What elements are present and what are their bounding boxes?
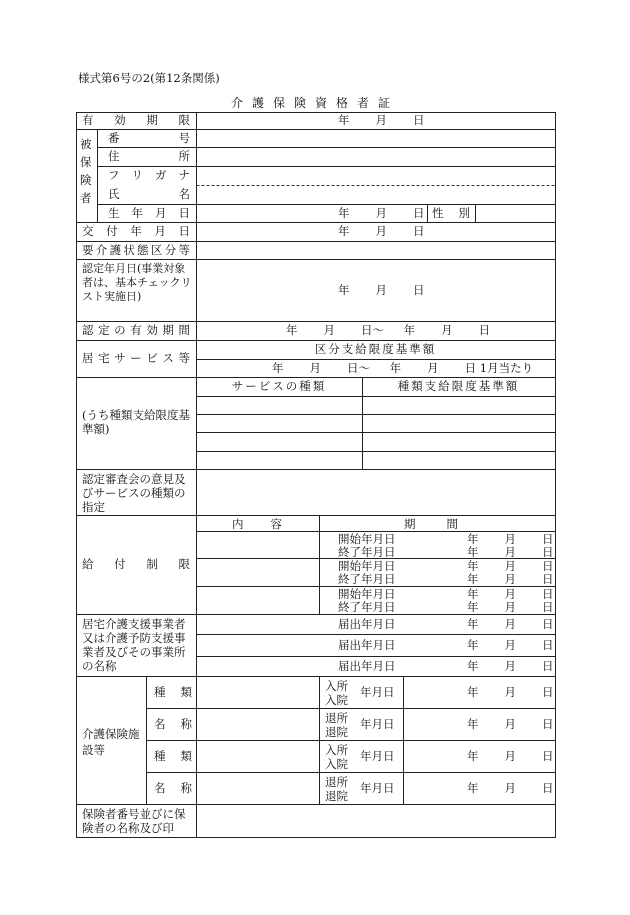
label-seibetsu: 性 別	[432, 206, 470, 220]
kyufu-period-1: 開始年月日 終了年月日	[338, 532, 396, 559]
label-shisetsu: 介護保険施設等	[82, 727, 140, 757]
date-nintei: 年 月 日	[338, 283, 425, 297]
header-service-shurui: サービスの種類	[231, 379, 327, 393]
date-todokede-1: 年 月 日	[467, 617, 554, 631]
todokede-1: 届出年月日	[338, 617, 396, 631]
label-nintei: 認定年月日(事業対象者は、基本チェックリスト実施日)	[82, 262, 192, 303]
label-shisetsu-meishou-2: 名 称	[154, 781, 192, 795]
label-jigyosha: 居宅介護支援事業者又は介護予防支援事業者及びその事業所の名称	[82, 617, 186, 673]
label-uchi: (うち種類支給限度基準額)	[82, 408, 190, 436]
label-kubun-gendo: 区分支給限度基準額	[314, 342, 437, 356]
label-shimei: 氏 名	[108, 187, 190, 201]
label-shisetsu-nengappi-4: 年月日	[360, 781, 395, 795]
date-todokede-2: 年 月 日	[467, 638, 554, 652]
label-nintei-kikan: 認 定 の 有 効 期 間	[82, 323, 190, 337]
label-koufu: 交 付 年 月 日	[82, 224, 190, 238]
label-kyotaku: 居 宅 サ ー ビ ス 等	[82, 351, 190, 365]
label-shisetsu-shurui-1: 種 類	[154, 685, 192, 699]
date-shisetsu-4: 年 月 日	[467, 781, 554, 795]
label-shisetsu-shurui-2: 種 類	[154, 749, 192, 763]
label-hihokensha: 被保険者	[80, 137, 92, 205]
date-shisetsu-3: 年 月 日	[467, 749, 554, 763]
date-todokede-3: 年 月 日	[467, 659, 554, 673]
label-nyusho-nyuin-2: 入所 入院	[325, 743, 348, 771]
label-youkaigo: 要 介 護 状 態 区 分 等	[82, 243, 190, 257]
label-shisetsu-meishou-1: 名 称	[154, 717, 192, 731]
form-title: 介護保険資格者証	[230, 96, 399, 110]
date-nintei-kikan: 年 月 日～ 年 月 日	[286, 323, 491, 337]
date-shisetsu-2: 年 月 日	[467, 717, 554, 731]
label-yukou-kigen: 有 効 期 限	[82, 113, 190, 127]
todokede-2: 届出年月日	[338, 638, 396, 652]
label-taisho-tain-1: 退所 退院	[325, 711, 348, 739]
date-koufu: 年 月 日	[338, 224, 425, 238]
form-reference: 様式第6号の2(第12条関係)	[78, 71, 220, 85]
date-yukou-kigen: 年 月 日	[338, 113, 425, 127]
kyufu-period-2: 開始年月日 終了年月日	[338, 559, 396, 586]
label-shisetsu-nengappi-3: 年月日	[360, 749, 395, 763]
date-kubun-gendo: 年 月 日～ 年 月 日 1月当たり	[272, 361, 534, 375]
label-shisetsu-nengappi-1: 年月日	[360, 685, 395, 699]
header-naiyou: 内 容	[232, 517, 282, 531]
date-shisetsu-1: 年 月 日	[467, 685, 554, 699]
date-seinengappi: 年 月 日	[338, 206, 425, 220]
label-shinsakai: 認定審査会の意見及びサービスの種類の指定	[82, 472, 186, 514]
label-hokensha: 保険者番号並びに保険者の名称及び印	[82, 807, 186, 835]
todokede-3: 届出年月日	[338, 659, 396, 673]
label-bangou: 番 号	[108, 131, 190, 145]
label-shisetsu-nengappi-2: 年月日	[360, 717, 395, 731]
label-taisho-tain-2: 退所 退院	[325, 775, 348, 803]
header-kikan: 期 間	[404, 517, 458, 531]
header-shurui-gendo: 種類支給限度基準額	[397, 379, 520, 393]
label-kyufu-seigen: 給 付 制 限	[82, 557, 190, 571]
kyufu-period-3: 開始年月日 終了年月日	[338, 587, 396, 614]
label-jusho: 住 所	[108, 149, 190, 163]
label-nyusho-nyuin-1: 入所 入院	[325, 679, 348, 707]
label-furigana: フ リ ガ ナ	[108, 168, 190, 182]
label-seinengappi: 生 年 月 日	[108, 206, 190, 220]
kyufu-dates: 年 月 日 年 月 日 年 月 日 年 月 日 年 月 日 年 月 日	[467, 532, 554, 614]
